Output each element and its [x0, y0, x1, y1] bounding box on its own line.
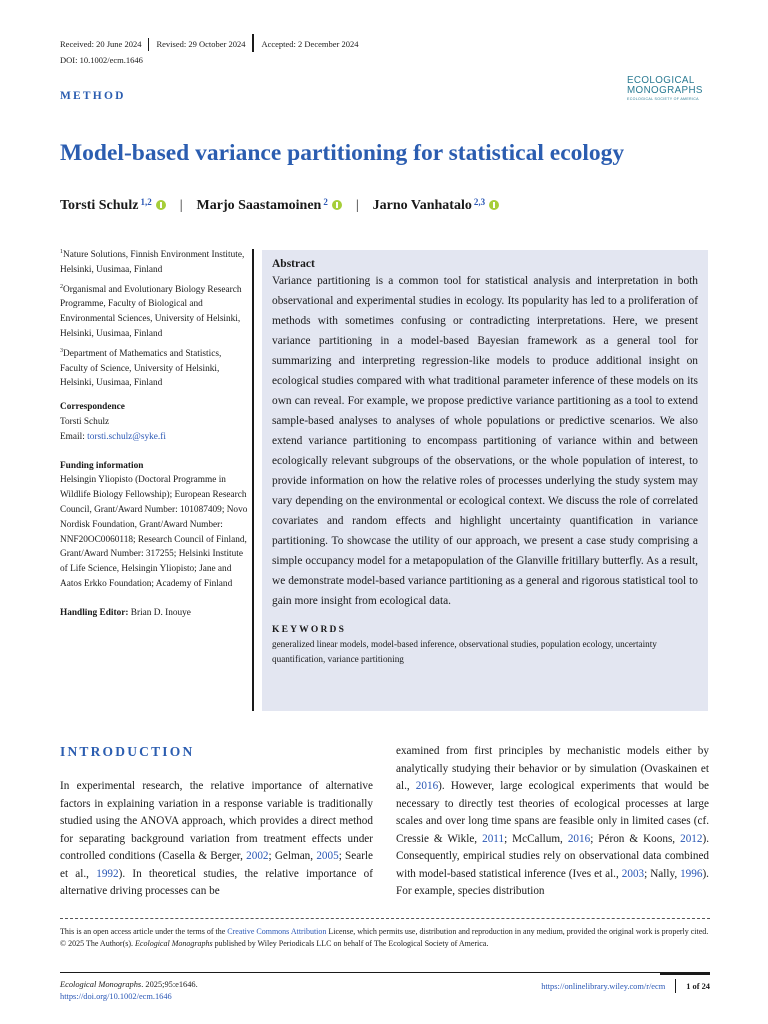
keywords-text: generalized linear models, model-based inference, observational studies, population ecology, uncertainty quantification, variance partitioning [272, 639, 657, 664]
author-list [60, 198, 499, 214]
logo-line3: ECOLOGICAL SOCIETY OF AMERICA [627, 97, 699, 101]
body-text: ). For example, species distribution [396, 867, 709, 897]
author-affiliation-ref[interactable]: 1,2 [140, 197, 152, 207]
citation-link[interactable]: 2002 [246, 850, 269, 862]
footer-separator [675, 979, 676, 993]
journal-logo [627, 76, 711, 101]
footer-doi-link[interactable]: https://doi.org/10.1002/ecm.1646 [60, 992, 172, 1001]
body-text: ). However, large ecological experiments that would be necessary to directly test theories of ecological processes at large scales and over long time spans are feasible only in limited cases (cf. Cressie & Wikle, [396, 780, 709, 845]
abstract-box [262, 250, 708, 711]
date-divider [148, 38, 149, 51]
page-number: 1 of 24 [686, 981, 710, 991]
author-affiliation-ref[interactable]: 2,3 [473, 197, 486, 207]
received-date: Received: 20 June 2024 [60, 39, 142, 49]
orcid-icon[interactable] [489, 200, 499, 210]
footer-right [541, 979, 710, 993]
article-type-label: METHOD [60, 90, 126, 102]
correspondence-heading: Correspondence [60, 402, 125, 413]
author-separator: | [179, 198, 183, 213]
author-name: Jarno Vanhatalo [372, 198, 472, 213]
citation-link[interactable]: 2016 [567, 832, 591, 845]
introduction-heading: INTRODUCTION [60, 744, 195, 759]
body-text: ; McCallum, [504, 832, 568, 845]
body-text: ). In theoretical studies, the relative importance of alternative driving processes can be [60, 867, 373, 897]
logo-line2: MONOGRAPHS [627, 85, 703, 96]
correspondence-name: Torsti Schulz [60, 416, 110, 427]
affiliation: $^2$Organismal and Evolutionary Biology Research Programme, Faculty of Biological and Environmental Sciences, University of Helsinki, Helsinki, Uusimaa, Finland [60, 283, 242, 339]
footer-citation: Ecological Monographs. 2025;95:e1646. https://doi.org/10.1002/ecm.1646 [60, 980, 198, 1001]
citation-link[interactable]: 2012 [680, 832, 703, 845]
affiliation: $^1$Nature Solutions, Finnish Environment Institute, Helsinki, Uusimaa, Finland [60, 248, 245, 275]
author-separator: | [355, 198, 359, 213]
abstract-text: Variance partitioning is a common tool for statistical analysis and interpretation in both observational and experimental studies in ecology. Its popularity has led to a proliferation of methods with sometimes confusing or contradicting interpretations. Here, we present variance partitioning in a model-based Bayesian framework as a general tool for summarizing and interpreting regression-like models to produce additional insight on ecological studies compared with what traditional parameter inference of these models on its own can reveal. For example, we propose predictive variance partitioning as a tool to extend sample-based analyses to analyses of whole populations or predictive scenarios. We also extend variance partitioning to encompass partitioning of variance within and between ecologically relevant subgroups of the observations, or the whole population of interest, to provide information on how the relative roles of processes underlying the study system may vary depending on the environmental or ecological context. We discuss the role of correlated covariates and random effects and highlight uncertainty quantification in variance partitioning. To showcase the utility of our approach, we present a case study comprising a simple occupancy model for a metapopulation of the Glanville fritillary butterfly. As a result, we demonstrate model-based variance partitioning as a general and rigorous statistical tool to gain more insight from ecological data. [272, 275, 698, 607]
author-affiliation-ref[interactable]: 2 [323, 197, 328, 207]
author-name: Marjo Saastamoinen [196, 198, 322, 213]
date-divider [252, 34, 254, 52]
intro-column-1 [60, 778, 373, 901]
author-name: Torsti Schulz [60, 198, 139, 213]
body-text: ; Gelman, [268, 850, 317, 862]
keywords-heading: KEYWORDS [272, 625, 347, 635]
revised-date: Revised: 29 October 2024 [156, 39, 246, 49]
funding-heading: Funding information [60, 460, 144, 471]
intro-column-2 [396, 743, 709, 901]
citation-link[interactable]: 2011 [482, 832, 505, 845]
body-text: In experimental research, the relative importance of alternative factors in explaining variation in a response variable is traditionally studied using the ANOVA approach, which provides a direct method for separating background variation from treatment effects under controlled conditions (Casella & Berger, [60, 780, 373, 862]
citation-link[interactable]: 2003 [621, 867, 645, 880]
affiliation: $^3$Department of Mathematics and Statistics, Faculty of Science, University of Helsinki, Helsinki, Uusimaa, Finland [60, 347, 222, 389]
body-text: ; Péron & Koons, [590, 832, 681, 845]
body-text: ; Nally, [644, 867, 681, 880]
citation-link[interactable]: 2016 [415, 780, 439, 792]
citation-link[interactable]: 1992 [96, 867, 119, 880]
handling-editor: Handling Editor: Brian D. Inouye [60, 607, 191, 618]
article-info-sidebar [60, 248, 250, 621]
doi: DOI: 10.1002/ecm.1646 [60, 55, 143, 65]
orcid-icon[interactable] [332, 200, 342, 210]
license-notice: This is an open access article under the terms of the Creative Commons Attribution License, which permits use, distribution and reproduction in any medium, provided the original work is properly cited. © 2025 The Author(s). Ecological Monographs published by Wiley Periodicals LLC on behalf of The Ecological Society of America. [60, 927, 709, 949]
footer-rule [60, 972, 710, 973]
article-title: Model-based variance partitioning for statistical ecology [60, 140, 625, 166]
license-link[interactable]: Creative Commons Attribution [227, 927, 327, 936]
footer-page-bar [660, 972, 710, 975]
citation-link[interactable]: 1996 [680, 867, 703, 880]
body-text: ). Consequently, empirical studies rely on observational data combined with model-based statistical inference (Ives et al., [396, 832, 710, 880]
citation-link[interactable]: 2005 [316, 850, 339, 862]
article-dates [60, 37, 358, 51]
accepted-date: Accepted: 2 December 2024 [261, 39, 359, 49]
sidebar-divider [252, 249, 254, 711]
orcid-icon[interactable] [156, 200, 166, 210]
footnote-divider [60, 918, 710, 919]
abstract-heading: Abstract [272, 258, 315, 270]
correspondence-email: Email: torsti.schulz@syke.fi [60, 431, 166, 442]
logo-line1: ECOLOGICAL [627, 75, 695, 86]
journal-site-link[interactable]: https://onlinelibrary.wiley.com/r/ecm [541, 981, 666, 991]
email-link[interactable]: torsti.schulz@syke.fi [87, 431, 166, 442]
body-text: examined from first principles by mechanistic models either by analytically studying their behavior or by simulation (Ovaskainen et al., [396, 745, 709, 792]
body-text: ; Searle et al., [60, 850, 373, 880]
funding-text: Helsingin Yliopisto (Doctoral Programme in Wildlife Biology Fellowship); European Research Council, Grant/Award Number: 101087409; Novo Nordisk Foundation, Grant/Award Number: NNF20OC0060118; Research Council of Finland, Grant/Award Number: 317255; Helsinki Institute of Life Science, Helsingin Yliopisto; Jane and Aatos Erkko Foundation; Academy of Finland [60, 475, 248, 589]
